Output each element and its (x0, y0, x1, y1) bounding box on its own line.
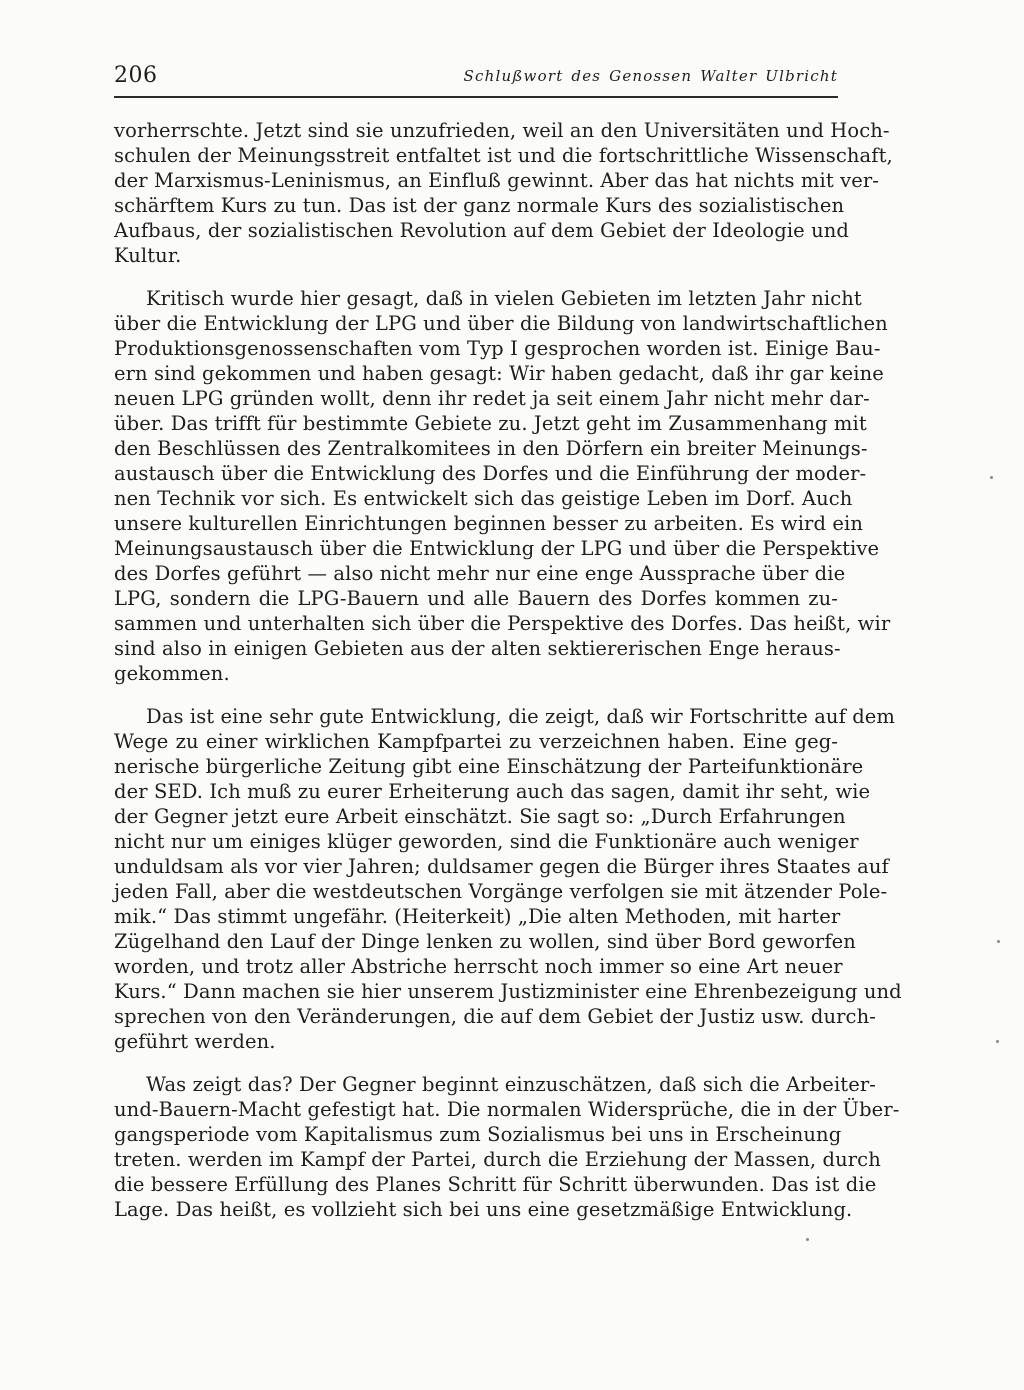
text-line: schulen der Meinungsstreit entfaltet ist und die fortschrittliche Wissenschaft, (114, 144, 893, 167)
text-line: nicht nur um einiges klüger geworden, sind die Funktionäre auch weniger (114, 830, 859, 853)
paragraph-4 (114, 1072, 900, 1222)
body-text (114, 118, 902, 1222)
page-number: 206 (114, 63, 158, 88)
scan-speck (997, 940, 1000, 943)
running-title: Schlußwort des Genossen Walter Ulbricht (463, 67, 838, 85)
text-line: Wege zu einer wirklichen Kampfpartei zu verzeichnen haben. Eine geg- (114, 730, 838, 753)
text-line: vorherrschte. Jetzt sind sie unzufrieden, weil an den Universitäten und Hoch- (114, 119, 890, 142)
text-line: neuen LPG gründen wollt, denn ihr redet ja seit einem Jahr nicht mehr dar- (114, 387, 870, 410)
text-line: Produktionsgenossenschaften vom Typ I gesprochen worden ist. Einige Bau- (114, 337, 881, 360)
text-line: treten. werden im Kampf der Partei, durch die Erziehung der Massen, durch (114, 1148, 881, 1171)
text-line: nen Technik vor sich. Es entwickelt sich das geistige Leben im Dorf. Auch (114, 487, 853, 510)
text-line: austausch über die Entwicklung des Dorfes und die Einführung der moder- (114, 462, 867, 485)
paragraph-1 (114, 118, 893, 268)
text-line: der Marxismus-Leninismus, an Einfluß gewinnt. Aber das hat nichts mit ver- (114, 169, 879, 192)
text-line: mik.“ Das stimmt ungefähr. (Heiterkeit) „Die alten Methoden, mit harter (114, 905, 841, 928)
text-line: schärftem Kurs zu tun. Das ist der ganz normale Kurs des sozialistischen (114, 194, 845, 217)
text-line: gekommen. (114, 662, 230, 685)
scan-speck (806, 1238, 809, 1241)
text-line: Kultur. (114, 244, 182, 267)
scan-speck (996, 1040, 999, 1043)
text-line: und-Bauern-Macht gefestigt hat. Die normalen Widersprüche, die in der Über- (114, 1098, 900, 1121)
text-line: worden, und trotz aller Abstriche herrscht noch immer so eine Art neuer (114, 955, 843, 978)
text-line: des Dorfes geführt — also nicht mehr nur eine enge Aussprache über die (114, 562, 846, 585)
scan-speck (990, 476, 993, 479)
text-line: Das ist eine sehr gute Entwicklung, die zeigt, daß wir Fortschritte auf dem (146, 705, 896, 728)
text-line: ern sind gekommen und haben gesagt: Wir haben gedacht, daß ihr gar keine (114, 362, 884, 385)
paragraph-2 (114, 286, 891, 686)
text-line: LPG, sondern die LPG-Bauern und alle Bauern des Dorfes kommen zu- (114, 587, 838, 610)
text-line: unduldsam als vor vier Jahren; duldsamer gegen die Bürger ihres Staates auf (114, 855, 889, 878)
text-line: Meinungsaustausch über die Entwicklung der LPG und über die Perspektive (114, 537, 880, 560)
text-line: der SED. Ich muß zu eurer Erheiterung auch das sagen, damit ihr seht, wie (114, 780, 871, 803)
text-line: über die Entwicklung der LPG und über die Bildung von landwirtschaftlichen (114, 312, 888, 335)
text-line: der Gegner jetzt eure Arbeit einschätzt. Sie sagt so: „Durch Erfahrungen (114, 805, 846, 828)
text-line: über. Das trifft für bestimmte Gebiete zu. Jetzt geht im Zusammenhang mit (114, 412, 867, 435)
text-line: gangsperiode vom Kapitalismus zum Sozialismus bei uns in Erscheinung (114, 1123, 842, 1146)
text-line: sprechen von den Veränderungen, die auf dem Gebiet der Justiz usw. durch- (114, 1005, 876, 1028)
text-line: sammen und unterhalten sich über die Perspektive des Dorfes. Das heißt, wir (114, 612, 891, 635)
text-line: Was zeigt das? Der Gegner beginnt einzuschätzen, daß sich die Arbeiter- (146, 1073, 876, 1096)
text-line: nerische bürgerliche Zeitung gibt eine Einschätzung der Parteifunktionäre (114, 755, 864, 778)
paragraph-3 (114, 704, 902, 1054)
text-line: die bessere Erfüllung des Planes Schritt für Schritt überwunden. Das ist die (114, 1173, 877, 1196)
text-line: sind also in einigen Gebieten aus der alten sektiererischen Enge heraus- (114, 637, 841, 660)
text-line: Aufbaus, der sozialistischen Revolution auf dem Gebiet der Ideologie und (114, 219, 850, 242)
text-line: jeden Fall, aber die westdeutschen Vorgänge verfolgen sie mit ätzender Pole- (114, 880, 888, 903)
text-line: unsere kulturellen Einrichtungen beginnen besser zu arbeiten. Es wird ein (114, 512, 863, 535)
text-line: Kurs.“ Dann machen sie hier unserem Justizminister eine Ehrenbezeigung und (114, 980, 902, 1003)
text-line: geführt werden. (114, 1030, 276, 1053)
text-line: Lage. Das heißt, es vollzieht sich bei uns eine gesetzmäßige Entwicklung. (114, 1198, 853, 1221)
running-head (114, 62, 838, 98)
text-line: Kritisch wurde hier gesagt, daß in vielen Gebieten im letzten Jahr nicht (146, 287, 862, 310)
text-line: den Beschlüssen des Zentralkomitees in den Dörfern ein breiter Meinungs- (114, 437, 868, 460)
text-line: Zügelhand den Lauf der Dinge lenken zu wollen, sind über Bord geworfen (114, 930, 856, 953)
